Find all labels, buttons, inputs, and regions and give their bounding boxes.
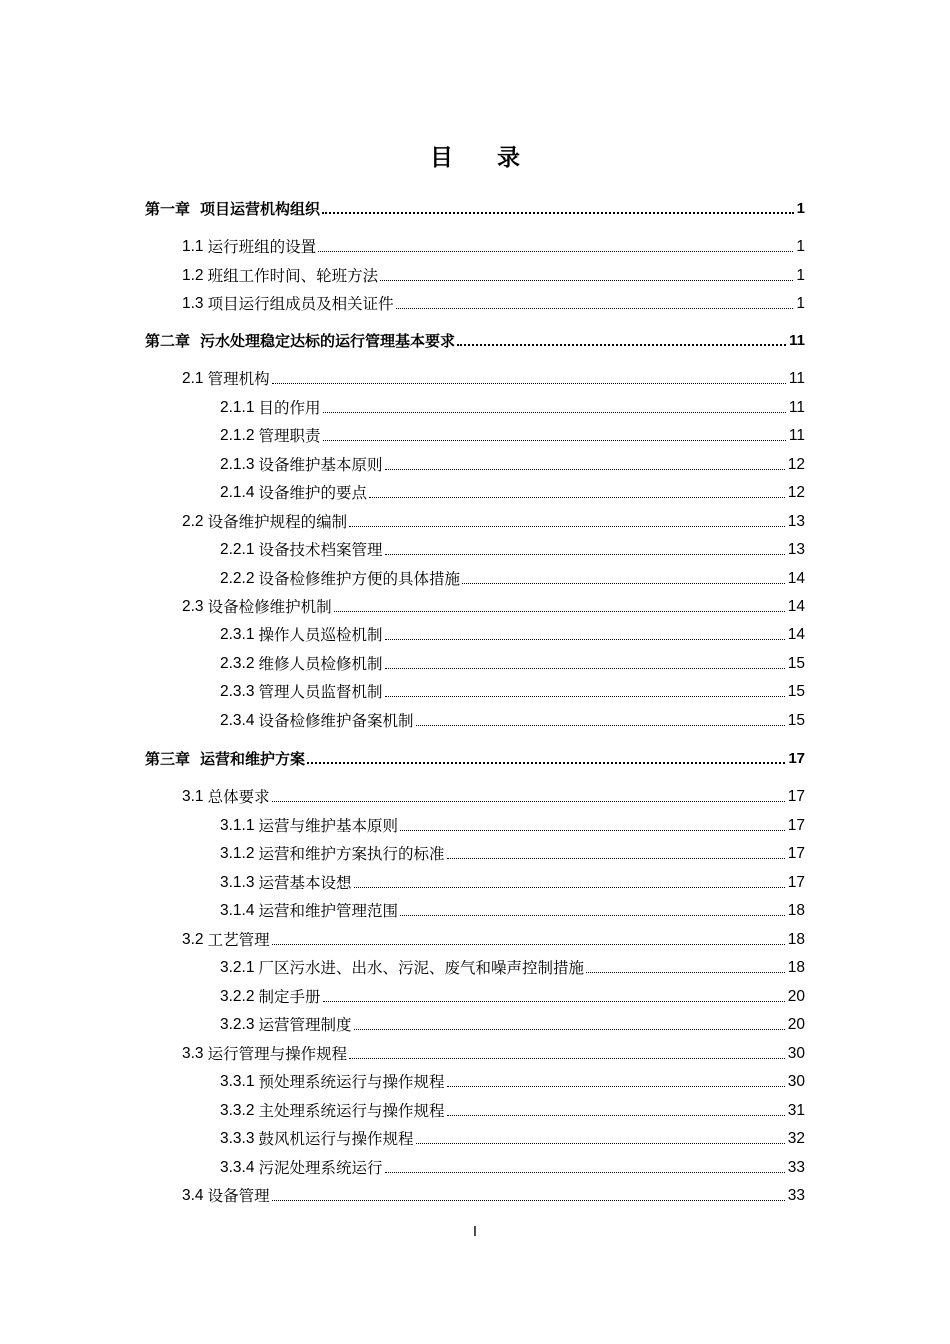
toc-entry-page: 11 bbox=[789, 332, 805, 349]
toc-dot-leader bbox=[323, 440, 786, 441]
toc-section-entry[interactable] bbox=[182, 368, 805, 390]
toc-entry-title: 目的作用 bbox=[258, 399, 321, 417]
toc-dot-leader bbox=[416, 1143, 785, 1144]
toc-subsection-entry[interactable] bbox=[220, 710, 805, 732]
toc-entry-title: 厂区污水进、出水、污泥、废气和噪声控制措施 bbox=[258, 959, 584, 977]
toc-entry-number: 2.3 bbox=[182, 598, 204, 615]
toc-entry-title: 设备检修维护备案机制 bbox=[258, 712, 414, 730]
toc-entry-title: 操作人员巡检机制 bbox=[258, 626, 383, 644]
toc-entry-number: 3.1.1 bbox=[220, 817, 255, 834]
toc-entry-number: 3.1.3 bbox=[220, 874, 255, 891]
toc-entry-page: 12 bbox=[787, 484, 805, 501]
toc-dot-leader bbox=[307, 762, 785, 764]
toc-dot-leader bbox=[318, 251, 793, 252]
toc-entry-page: 11 bbox=[788, 370, 805, 387]
toc-entry-title: 设备检修维护方便的具体措施 bbox=[258, 570, 460, 588]
toc-dot-leader bbox=[385, 554, 785, 555]
toc-entry-number: 3.2.1 bbox=[220, 959, 255, 976]
toc-entry-title: 运营和维护方案执行的标准 bbox=[258, 845, 445, 863]
toc-dot-leader bbox=[349, 526, 785, 527]
toc-entry-number: 3.1.2 bbox=[220, 845, 255, 862]
toc-entry-number: 2.3.4 bbox=[220, 712, 255, 729]
toc-entry-number: 2.2.2 bbox=[220, 570, 255, 587]
toc-entry-title: 工艺管理 bbox=[207, 931, 270, 949]
toc-entry-page: 30 bbox=[787, 1073, 805, 1090]
toc-subsection-entry[interactable] bbox=[220, 1157, 805, 1179]
toc-entry-title: 管理机构 bbox=[207, 370, 270, 388]
toc-dot-leader bbox=[380, 280, 793, 281]
toc-entry-title: 污水处理稳定达标的运行管理基本要求 bbox=[200, 332, 456, 350]
toc-subsection-entry[interactable] bbox=[220, 900, 805, 922]
toc-entry-title: 制定手册 bbox=[258, 988, 321, 1006]
toc-entry-page: 1 bbox=[796, 200, 805, 217]
toc-subsection-entry[interactable] bbox=[220, 539, 805, 561]
toc-entry-title: 运营管理制度 bbox=[258, 1016, 352, 1034]
toc-entry-title: 运营和维护方案 bbox=[200, 750, 306, 768]
toc-dot-leader bbox=[385, 1172, 785, 1173]
toc-entry-title: 预处理系统运行与操作规程 bbox=[258, 1073, 445, 1091]
toc-entry-number: 1.3 bbox=[182, 295, 204, 312]
toc-subsection-entry[interactable] bbox=[220, 568, 805, 590]
toc-dot-leader bbox=[334, 611, 785, 612]
toc-entry-number: 2.1.3 bbox=[220, 456, 255, 473]
toc-subsection-entry[interactable] bbox=[220, 681, 805, 703]
toc-dot-leader bbox=[385, 696, 785, 697]
toc-entry-number: 1.1 bbox=[182, 238, 204, 255]
toc-section-entry[interactable] bbox=[182, 929, 805, 951]
toc-entry-number: 3.2.3 bbox=[220, 1016, 255, 1033]
toc-dot-leader bbox=[385, 668, 785, 669]
toc-entry-title: 主处理系统运行与操作规程 bbox=[258, 1102, 445, 1120]
toc-section-entry[interactable] bbox=[182, 1043, 805, 1065]
toc-subsection-entry[interactable] bbox=[220, 1014, 805, 1036]
toc-entry-page: 13 bbox=[787, 541, 805, 558]
toc-entry-page: 33 bbox=[787, 1187, 805, 1204]
toc-dot-leader bbox=[272, 383, 786, 384]
toc-dot-leader bbox=[447, 858, 785, 859]
toc-entry-page: 14 bbox=[787, 598, 805, 615]
toc-subsection-entry[interactable] bbox=[220, 425, 805, 447]
toc-dot-leader bbox=[457, 344, 786, 346]
toc-entry-title: 设备维护基本原则 bbox=[258, 456, 383, 474]
toc-subsection-entry[interactable] bbox=[220, 482, 805, 504]
toc-entry-title: 设备维护的要点 bbox=[258, 484, 367, 502]
toc-entry-page: 12 bbox=[787, 456, 805, 473]
toc-dot-leader bbox=[369, 497, 785, 498]
toc-entry-page: 17 bbox=[787, 874, 805, 891]
toc-entry-page: 20 bbox=[787, 1016, 805, 1033]
toc-entry-page: 17 bbox=[787, 788, 805, 805]
toc-entry-page: 15 bbox=[787, 683, 805, 700]
toc-entry-title: 设备维护规程的编制 bbox=[207, 513, 348, 531]
toc-entry-title: 运行班组的设置 bbox=[207, 238, 317, 256]
toc-subsection-entry[interactable] bbox=[220, 1128, 805, 1150]
toc-entry-number: 2.1.1 bbox=[220, 399, 255, 416]
toc-entry-number: 2.1.4 bbox=[220, 484, 255, 501]
toc-entry-number: 3.4 bbox=[182, 1187, 204, 1204]
toc-entry-page: 14 bbox=[787, 570, 805, 587]
toc-subsection-entry[interactable] bbox=[220, 957, 805, 979]
toc-entry-title: 管理职责 bbox=[258, 427, 321, 445]
toc-entry-title: 设备技术档案管理 bbox=[258, 541, 383, 559]
toc-dot-leader bbox=[354, 1029, 785, 1030]
toc-dot-leader bbox=[323, 1001, 785, 1002]
toc-dot-leader bbox=[447, 1086, 785, 1087]
toc-entry-page: 18 bbox=[787, 902, 805, 919]
toc-dot-leader bbox=[272, 1200, 785, 1201]
toc-dot-leader bbox=[322, 212, 794, 214]
toc-section-entry[interactable] bbox=[182, 293, 805, 315]
toc-entry-title: 运行管理与操作规程 bbox=[207, 1045, 348, 1063]
toc-dot-leader bbox=[385, 469, 785, 470]
toc-subsection-entry[interactable] bbox=[220, 454, 805, 476]
toc-entry-number: 2.3.2 bbox=[220, 655, 255, 672]
toc-chapter-entry[interactable] bbox=[145, 198, 805, 220]
toc-entry-page: 14 bbox=[787, 626, 805, 643]
toc-entry-page: 30 bbox=[787, 1045, 805, 1062]
toc-dot-leader bbox=[586, 972, 785, 973]
toc-entry-number: 2.1 bbox=[182, 370, 204, 387]
toc-dot-leader bbox=[462, 583, 785, 584]
toc-chapter-entry[interactable] bbox=[145, 748, 805, 770]
toc-entry-page: 18 bbox=[787, 931, 805, 948]
toc-entry-number: 2.2.1 bbox=[220, 541, 255, 558]
toc-entry-number: 3.3.4 bbox=[220, 1159, 255, 1176]
toc-entry-number: 3.3.1 bbox=[220, 1073, 255, 1090]
toc-section-entry[interactable] bbox=[182, 236, 805, 258]
toc-entry-number: 3.2 bbox=[182, 931, 204, 948]
toc-entry-number: 3.3.2 bbox=[220, 1102, 255, 1119]
toc-entry-title: 设备检修维护机制 bbox=[207, 598, 332, 616]
toc-entry-title: 维修人员检修机制 bbox=[258, 655, 383, 673]
toc-subsection-entry[interactable] bbox=[220, 815, 805, 837]
toc-section-entry[interactable] bbox=[182, 265, 805, 287]
toc-entry-page: 17 bbox=[788, 750, 805, 767]
toc-dot-leader bbox=[272, 944, 785, 945]
toc-title: 目 录 bbox=[429, 145, 538, 171]
page-number-footer: I bbox=[472, 1223, 478, 1240]
toc-subsection-entry[interactable] bbox=[220, 653, 805, 675]
toc-entry-page: 11 bbox=[788, 399, 805, 416]
toc-entry-number: 1.2 bbox=[182, 267, 204, 284]
toc-entry-title: 项目运行组成员及相关证件 bbox=[207, 295, 394, 313]
toc-dot-leader bbox=[354, 887, 785, 888]
toc-subsection-entry[interactable] bbox=[220, 397, 805, 419]
toc-entry-title: 鼓风机运行与操作规程 bbox=[258, 1130, 414, 1148]
toc-entry-page: 33 bbox=[787, 1159, 805, 1176]
toc-dot-leader bbox=[400, 915, 785, 916]
toc-entry-page: 17 bbox=[787, 845, 805, 862]
toc-entry-page: 20 bbox=[787, 988, 805, 1005]
toc-entry-number: 第一章 bbox=[145, 200, 191, 218]
toc-section-entry[interactable] bbox=[182, 786, 805, 808]
toc-entry-page: 15 bbox=[787, 655, 805, 672]
toc-subsection-entry[interactable] bbox=[220, 843, 805, 865]
toc-dot-leader bbox=[349, 1058, 785, 1059]
toc-entry-number: 3.3.3 bbox=[220, 1130, 255, 1147]
toc-entry-page: 31 bbox=[787, 1102, 805, 1119]
toc-entry-title: 污泥处理系统运行 bbox=[258, 1159, 383, 1177]
toc-entry-number: 3.3 bbox=[182, 1045, 204, 1062]
toc-subsection-entry[interactable] bbox=[220, 872, 805, 894]
toc-dot-leader bbox=[400, 830, 785, 831]
toc-subsection-entry[interactable] bbox=[220, 624, 805, 646]
toc-entry-page: 13 bbox=[787, 513, 805, 530]
toc-entry-number: 3.2.2 bbox=[220, 988, 255, 1005]
toc-entry-title: 运营和维护管理范围 bbox=[258, 902, 398, 920]
toc-entry-number: 第二章 bbox=[145, 332, 191, 350]
toc-entry-page: 18 bbox=[787, 959, 805, 976]
toc-chapter-entry[interactable] bbox=[145, 330, 805, 352]
toc-subsection-entry[interactable] bbox=[220, 1071, 805, 1093]
toc-entry-number: 2.1.2 bbox=[220, 427, 255, 444]
toc-section-entry[interactable] bbox=[182, 596, 805, 618]
toc-entry-page: 32 bbox=[787, 1130, 805, 1147]
toc-entry-title: 班组工作时间、轮班方法 bbox=[207, 267, 379, 285]
toc-entry-title: 项目运营机构组织 bbox=[200, 200, 321, 218]
toc-dot-leader bbox=[416, 725, 785, 726]
toc-entry-page: 1 bbox=[796, 267, 805, 284]
toc-subsection-entry[interactable] bbox=[220, 1100, 805, 1122]
toc-entry-title: 运营与维护基本原则 bbox=[258, 817, 398, 835]
toc-entry-page: 17 bbox=[787, 817, 805, 834]
toc-entry-page: 1 bbox=[796, 295, 805, 312]
toc-entry-number: 2.2 bbox=[182, 513, 204, 530]
toc-dot-leader bbox=[385, 639, 785, 640]
toc-entry-title: 运营基本设想 bbox=[258, 874, 352, 892]
toc-entry-number: 第三章 bbox=[145, 750, 191, 768]
toc-entry-number: 3.1.4 bbox=[220, 902, 255, 919]
toc-entry-number: 2.3.1 bbox=[220, 626, 255, 643]
toc-entry-title: 设备管理 bbox=[207, 1187, 270, 1205]
toc-entry-number: 3.1 bbox=[182, 788, 204, 805]
toc-entry-page: 1 bbox=[796, 238, 805, 255]
toc-dot-leader bbox=[272, 801, 785, 802]
toc-dot-leader bbox=[323, 412, 786, 413]
toc-dot-leader bbox=[447, 1115, 785, 1116]
toc-entry-title: 管理人员监督机制 bbox=[258, 683, 383, 701]
toc-subsection-entry[interactable] bbox=[220, 986, 805, 1008]
toc-entry-page: 11 bbox=[788, 427, 805, 444]
toc-section-entry[interactable] bbox=[182, 511, 805, 533]
toc-dot-leader bbox=[396, 308, 794, 309]
toc-section-entry[interactable] bbox=[182, 1185, 805, 1207]
toc-entry-page: 15 bbox=[787, 712, 805, 729]
toc-entry-title: 总体要求 bbox=[207, 788, 270, 806]
toc-entry-number: 2.3.3 bbox=[220, 683, 255, 700]
